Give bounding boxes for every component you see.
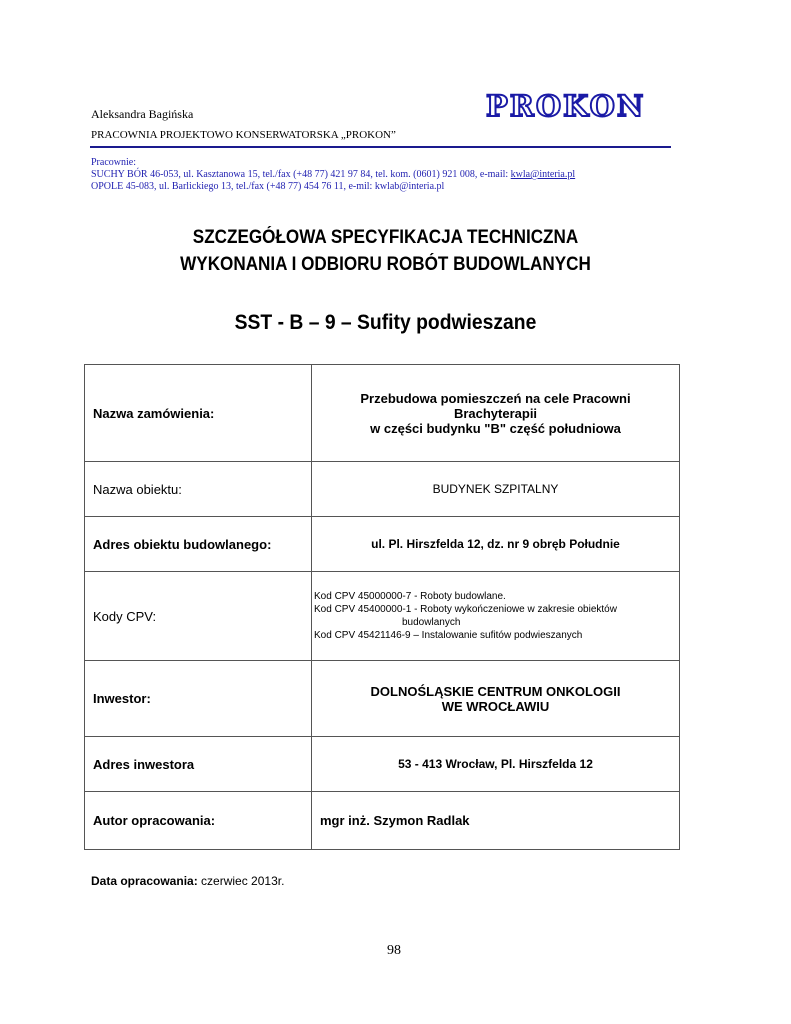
date-value: czerwiec 2013r. <box>197 874 285 888</box>
table-row-author <box>85 792 680 850</box>
table-row-cpv-codes <box>85 572 680 661</box>
spec-code-title: SST - B – 9 – Sufity podwieszane <box>234 311 537 334</box>
contact-label: Pracownie: <box>91 157 136 168</box>
cpv-line: budowlanych <box>402 617 461 628</box>
email-link[interactable]: kwla@interia.pl <box>510 169 576 180</box>
label-object-address: Adres obiektu budowlanego: <box>85 517 312 572</box>
table-row-object-name <box>85 462 680 517</box>
cpv-line: Kod CPV 45421146-9 – Instalowanie sufitów podwieszanych <box>314 630 583 641</box>
date-line <box>91 874 284 888</box>
order-name-line: Przebudowa pomieszczeń na cele Pracowni <box>360 390 631 406</box>
contact-line-opole: OPOLE 45-083, ul. Barlickiego 13, tel./fax (+48 77) 454 76 11, e-mil: kwlab@interia.pl <box>91 181 445 192</box>
value-author: mgr inż. Szymon Radlak <box>312 792 680 850</box>
label-investor-address: Adres inwestora <box>85 737 312 792</box>
label-object-name: Nazwa obiektu: <box>85 462 312 517</box>
author-name: Aleksandra Bagińska <box>91 107 194 121</box>
label-order-name: Nazwa zamówienia: <box>85 365 312 462</box>
contact-line-suchy-bor-text: SUCHY BÓR 46-053, ul. Kasztanowa 15, tel./fax (+48 77) 421 97 84, tel. kom. (0601) 921 008, e-mail: <box>91 169 511 180</box>
cpv-line: Kod CPV 45400000-1 - Roboty wykończeniowe w zakresie obiektów <box>314 604 617 615</box>
cpv-line: Kod CPV 45000000-7 - Roboty budowlane. <box>314 591 506 602</box>
contact-line-suchy-bor <box>91 169 575 180</box>
value-investor <box>312 661 680 737</box>
order-name-line: Brachyterapii <box>453 405 538 421</box>
header-divider <box>90 146 671 148</box>
value-object-address: ul. Pl. Hirszfelda 12, dz. nr 9 obręb Południe <box>312 517 680 572</box>
order-name-line: w części budynku "B" część południowa <box>370 420 621 436</box>
investor-line: WE WROCŁAWIU <box>441 698 550 714</box>
document-title-line1: SZCZEGÓŁOWA SPECYFIKACJA TECHNICZNA <box>192 227 579 248</box>
table-row-object-address <box>85 517 680 572</box>
investor-line: DOLNOŚLĄSKIE CENTRUM ONKOLOGII <box>370 683 621 699</box>
value-object-name: BUDYNEK SZPITALNY <box>312 462 680 517</box>
document-title-line2: WYKONANIA I ODBIORU ROBÓT BUDOWLANYCH <box>180 254 591 275</box>
value-investor-address: 53 - 413 Wrocław, Pl. Hirszfelda 12 <box>312 737 680 792</box>
label-cpv-codes: Kody CPV: <box>85 572 312 661</box>
value-order-name <box>312 365 680 462</box>
prokon-logo: PROKON <box>486 89 646 123</box>
label-investor: Inwestor: <box>85 661 312 737</box>
table-row-investor <box>85 661 680 737</box>
page-number: 98 <box>387 943 401 958</box>
table-row-investor-address <box>85 737 680 792</box>
date-label: Data opracowania: <box>91 874 198 888</box>
table-row-order-name <box>85 365 680 462</box>
organization-name: PRACOWNIA PROJEKTOWO KONSERWATORSKA „PROKON” <box>91 129 396 141</box>
value-cpv-codes <box>312 572 680 661</box>
label-author: Autor opracowania: <box>85 792 312 850</box>
project-info-table <box>84 364 680 850</box>
